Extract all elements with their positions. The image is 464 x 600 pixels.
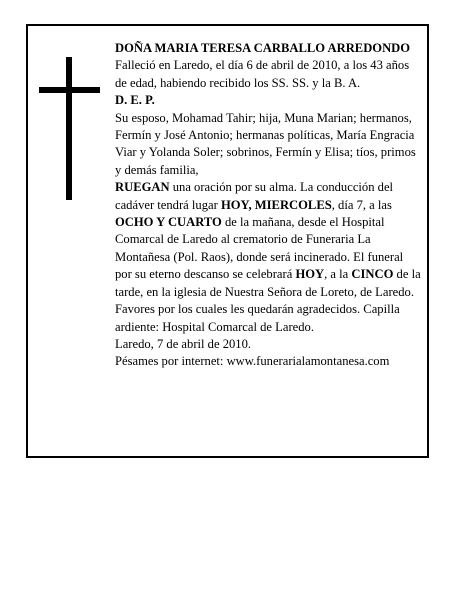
notice-body bbox=[115, 40, 423, 371]
date-line: Laredo, 7 de abril de 2010. bbox=[115, 336, 252, 351]
funeral-text: de la tarde, en la iglesia de Nuestra Señora de Loreto, de Laredo. Favores por los cuales les quedarán agradecidos. Capilla ardiente: Hospital Comarcal de Laredo. bbox=[115, 267, 421, 334]
cross-horizontal-bar bbox=[39, 87, 100, 93]
sacraments-line: de edad, habiendo recibido los SS. SS. y la B. A. bbox=[115, 75, 361, 90]
time-text: , a la bbox=[324, 267, 352, 282]
ocho-y-cuarto-text: OCHO Y CUARTO bbox=[115, 215, 222, 230]
dep-text: D. E. P. bbox=[115, 93, 155, 108]
deceased-name: DOÑA MARIA TERESA CARBALLO ARREDONDO bbox=[115, 41, 411, 55]
hoy-miercoles-text: HOY, MIERCOLES bbox=[220, 197, 332, 212]
condolences-line: Pésames por internet: www.funerarialamontanesa.com bbox=[115, 354, 390, 369]
transfer-text: de la mañana, desde el Hospital Comarcal de Laredo al crematorio de Funeraria La Montañesa (Pol. Raos), donde será incinerado. El funeral por su eterno descanso se celebrará bbox=[115, 215, 404, 282]
cross-icon bbox=[39, 57, 100, 200]
prayer-text: una oración por su alma. La conducción del cadáver tendrá lugar bbox=[115, 180, 394, 212]
dep-heading bbox=[115, 92, 423, 109]
family-paragraph: Su esposo, Mohamad Tahir; hija, Muna Marian; hermanos, Fermín y José Antonio; hermanas políticas, María Engracia Viar y Yolanda Soler; sobrinos, Fermín y Elisa; tíos, primos y demás familia, bbox=[115, 110, 416, 177]
cross-vertical-bar bbox=[66, 57, 72, 200]
death-line: Falleció en Laredo, el día 6 de abril de 2010, a los 43 años bbox=[115, 58, 410, 73]
obituary-notice bbox=[26, 24, 429, 458]
ruegan-text: RUEGAN bbox=[115, 180, 170, 195]
ceremony-paragraph bbox=[115, 179, 423, 336]
hoy-text: HOY bbox=[295, 267, 325, 282]
cinco-text: CINCO bbox=[351, 267, 394, 282]
day-text: , día 7, a las bbox=[331, 197, 392, 212]
